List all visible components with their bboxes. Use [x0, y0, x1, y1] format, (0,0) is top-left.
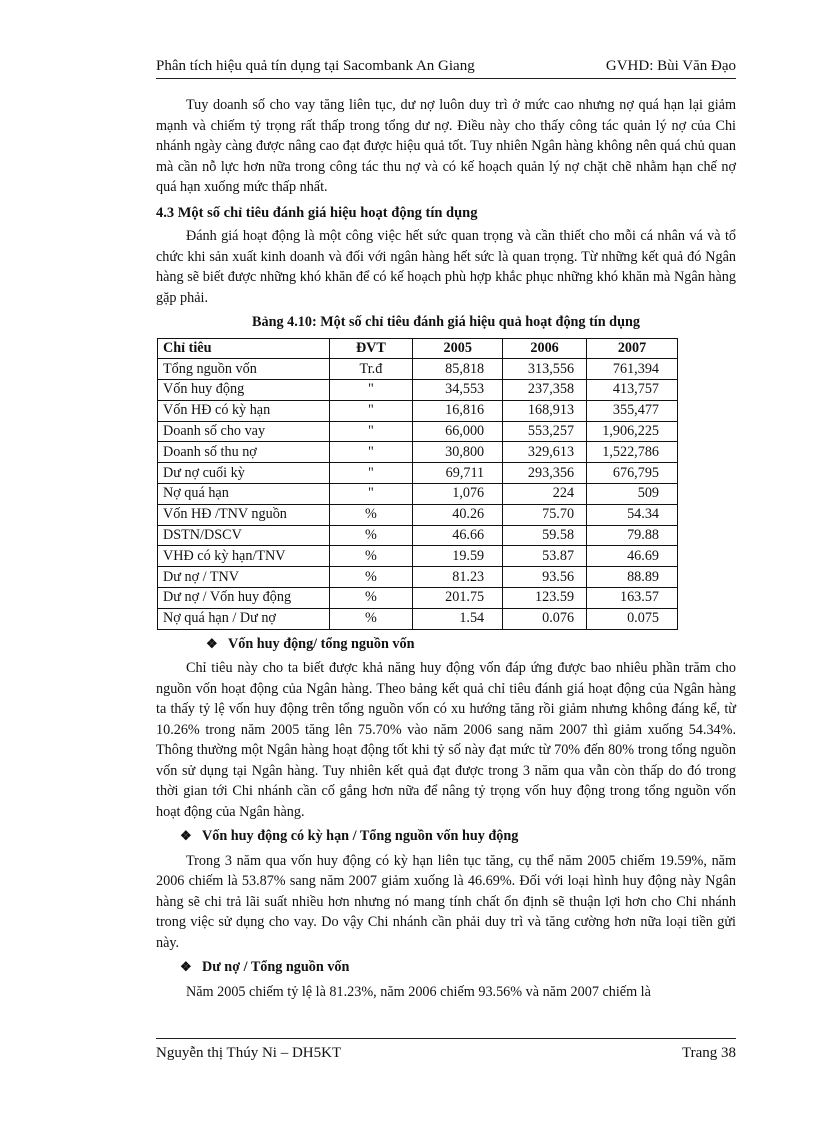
table-row: [158, 421, 678, 442]
diamond-bullet-icon: ❖: [180, 959, 192, 975]
cell-value-2007: 761,394: [587, 359, 678, 380]
cell-value-2006: 313,556: [503, 359, 587, 380]
cell-value-2007: 413,757: [587, 380, 678, 401]
cell-indicator: Dư nợ / TNV: [158, 567, 330, 588]
cell-value-2007: 163.57: [587, 588, 678, 609]
cell-value-2005: 34,553: [413, 380, 503, 401]
header-unit: ĐVT: [329, 338, 413, 359]
cell-value-2007: 46.69: [587, 546, 678, 567]
paragraph-evaluation: Đánh giá hoạt động là một công việc hết sức quan trọng và cần thiết cho mỗi cá nhân vá và tổ chức khi sản xuất kinh doanh và đối với ngân hàng hết sức là quan trọng. Từ những kết quả đó Ngân hàng sẽ biết được những khó khăn để có kế hoạch phù hợp khắc phục những khó khăn mà Ngân hàng gặp phải.: [156, 228, 736, 306]
cell-value-2007: 1,522,786: [587, 442, 678, 463]
table-row: [158, 567, 678, 588]
section-title-3: ❖ Dư nợ / Tổng nguồn vốn: [156, 957, 736, 978]
cell-unit: ": [329, 442, 413, 463]
page-content: [156, 95, 736, 1002]
cell-indicator: Vốn huy động: [158, 380, 330, 401]
section-heading: 4.3 Một số chỉ tiêu đánh giá hiệu hoạt động tín dụng: [156, 204, 478, 221]
cell-value-2006: 53.87: [503, 546, 587, 567]
table-header-row: [158, 338, 678, 359]
cell-indicator: VHĐ có kỳ hạn/TNV: [158, 546, 330, 567]
cell-indicator: Nợ quá hạn: [158, 484, 330, 505]
cell-value-2005: 69,711: [413, 463, 503, 484]
cell-unit: ": [329, 400, 413, 421]
cell-unit: %: [329, 546, 413, 567]
cell-indicator: Tổng nguồn vốn: [158, 359, 330, 380]
table-row: [158, 463, 678, 484]
cell-indicator: Nợ quá hạn / Dư nợ: [158, 608, 330, 629]
cell-value-2005: 66,000: [413, 421, 503, 442]
cell-value-2007: 355,477: [587, 400, 678, 421]
cell-value-2006: 293,356: [503, 463, 587, 484]
cell-unit: ": [329, 463, 413, 484]
table-caption: Bảng 4.10: Một số chỉ tiêu đánh giá hiệu quả hoạt động tín dụng: [252, 314, 640, 330]
cell-value-2006: 168,913: [503, 400, 587, 421]
cell-value-2005: 40.26: [413, 504, 503, 525]
footer-page-number: Trang 38: [681, 1045, 736, 1061]
header-2006: 2006: [503, 338, 587, 359]
cell-unit: ": [329, 421, 413, 442]
cell-value-2005: 201.75: [413, 588, 503, 609]
section-title-2: ❖ Vốn huy động có kỳ hạn / Tổng nguồn vốn huy động: [156, 826, 736, 847]
section-text-1: Chỉ tiêu này cho ta biết được khả năng huy động vốn đáp ứng được bao nhiêu phần trăm cho nguồn vốn hoạt động của Ngân hàng. Theo bảng kết quả chỉ tiêu đánh giá hoạt động của Ngân hàng ta thấy tỷ lệ vốn huy động trên tổng nguồn vốn có xu hướng tăng rồi giảm nhưng không đáng kể, từ 10.26% trong năm 2005 tăng lên 75.70% vào năm 2006 sang năm 2007 thì giảm xuống 54.34%. Thông thường một Ngân hàng hoạt động tốt khi tỷ số này đạt mức từ 70% đến 80% trong tổng nguồn vốn sử dụng tại Ngân hàng. Tuy nhiên kết quả đạt được trong 3 năm qua vẫn còn thấp do đó trong thời gian tới Chi nhánh cần cố gắng hơn nữa để nâng tỷ trọng vốn huy động trong tổng nguồn vốn hoạt động của Ngân hàng.: [156, 660, 736, 820]
cell-value-2005: 1.54: [413, 608, 503, 629]
cell-value-2006: 237,358: [503, 380, 587, 401]
cell-value-2006: 123.59: [503, 588, 587, 609]
footer-author: Nguyễn thị Thúy Ni – DH5KT: [156, 1045, 342, 1061]
cell-indicator: DSTN/DSCV: [158, 525, 330, 546]
section-text-3: Năm 2005 chiếm tỷ lệ là 81.23%, năm 2006 chiếm 93.56% và năm 2007 chiếm là: [186, 983, 651, 1000]
section-text-2: Trong 3 năm qua vốn huy động có kỳ hạn liên tục tăng, cụ thể năm 2005 chiếm 19.59%, năm 2006 chiếm là 53.87% sang năm 2007 giảm xuống là 46.69%. Đối với loại hình huy động này Ngân hàng sẽ chi trả lãi suất nhiều hơn nhưng nó mang tính chất ổn định sẽ thuận lợi hơn cho Chi nhánh trong việc sử dụng cho vay. Do vậy Chi nhánh cần phải duy trì và tăng cường hơn nữa loại tiền gửi này.: [156, 852, 736, 951]
cell-indicator: Dư nợ cuối kỳ: [158, 463, 330, 484]
header-advisor: GVHD: Bùi Văn Đạo: [605, 58, 736, 74]
paragraph-intro: Tuy doanh số cho vay tăng liên tục, dư nợ luôn duy trì ở mức cao nhưng nợ quá hạn lại giảm mạnh và chiếm tỷ trọng rất thấp trong tổng dư nợ. Điều này cho thấy công tác quản lý nợ của Chi nhánh ngày càng được nâng cao đạt được hiệu quả tốt. Tuy nhiên Ngân hàng không nên quá chủ quan mà cần nỗ lực hơn nữa trong công tác thu nợ và có kế hoạch quản lý nợ chặt chẽ nhằm hạn chế nợ quá hạn xuống mức thấp nhất.: [156, 97, 736, 195]
header-indicator: Chỉ tiêu: [158, 338, 330, 359]
page-header: [156, 56, 736, 79]
header-2005: 2005: [413, 338, 503, 359]
cell-unit: %: [329, 567, 413, 588]
header-2007: 2007: [587, 338, 678, 359]
cell-indicator: Vốn HĐ /TNV nguồn: [158, 504, 330, 525]
table-row: [158, 525, 678, 546]
table-row: [158, 608, 678, 629]
cell-unit: Tr.đ: [329, 359, 413, 380]
table-row: [158, 484, 678, 505]
cell-value-2007: 79.88: [587, 525, 678, 546]
cell-value-2005: 46.66: [413, 525, 503, 546]
section-title-1: ❖ Vốn huy động/ tổng nguồn vốn: [156, 634, 736, 655]
page-footer: [156, 1038, 736, 1061]
table-row: [158, 504, 678, 525]
cell-value-2007: 509: [587, 484, 678, 505]
diamond-bullet-icon: ❖: [206, 635, 218, 651]
cell-unit: %: [329, 588, 413, 609]
cell-value-2007: 54.34: [587, 504, 678, 525]
table-body: [158, 359, 678, 629]
diamond-bullet-icon: ❖: [180, 828, 192, 844]
cell-indicator: Vốn HĐ có kỳ hạn: [158, 400, 330, 421]
cell-indicator: Doanh số cho vay: [158, 421, 330, 442]
cell-value-2005: 81.23: [413, 567, 503, 588]
cell-value-2005: 19.59: [413, 546, 503, 567]
indicators-table: [157, 338, 678, 630]
cell-value-2007: 0.075: [587, 608, 678, 629]
header-title: Phân tích hiệu quả tín dụng tại Sacombank An Giang: [156, 58, 475, 74]
cell-value-2005: 30,800: [413, 442, 503, 463]
cell-value-2006: 224: [503, 484, 587, 505]
table-row: [158, 359, 678, 380]
cell-unit: ": [329, 380, 413, 401]
cell-value-2007: 88.89: [587, 567, 678, 588]
cell-value-2006: 93.56: [503, 567, 587, 588]
cell-value-2007: 676,795: [587, 463, 678, 484]
cell-unit: ": [329, 484, 413, 505]
table-row: [158, 546, 678, 567]
cell-value-2005: 1,076: [413, 484, 503, 505]
cell-value-2005: 85,818: [413, 359, 503, 380]
cell-value-2006: 59.58: [503, 525, 587, 546]
cell-unit: %: [329, 608, 413, 629]
table-row: [158, 380, 678, 401]
table-row: [158, 400, 678, 421]
cell-value-2005: 16,816: [413, 400, 503, 421]
cell-value-2006: 0.076: [503, 608, 587, 629]
cell-value-2007: 1,906,225: [587, 421, 678, 442]
cell-unit: %: [329, 525, 413, 546]
cell-unit: %: [329, 504, 413, 525]
cell-value-2006: 329,613: [503, 442, 587, 463]
cell-indicator: Doanh số thu nợ: [158, 442, 330, 463]
cell-value-2006: 75.70: [503, 504, 587, 525]
cell-value-2006: 553,257: [503, 421, 587, 442]
table-row: [158, 442, 678, 463]
cell-indicator: Dư nợ / Vốn huy động: [158, 588, 330, 609]
table-row: [158, 588, 678, 609]
